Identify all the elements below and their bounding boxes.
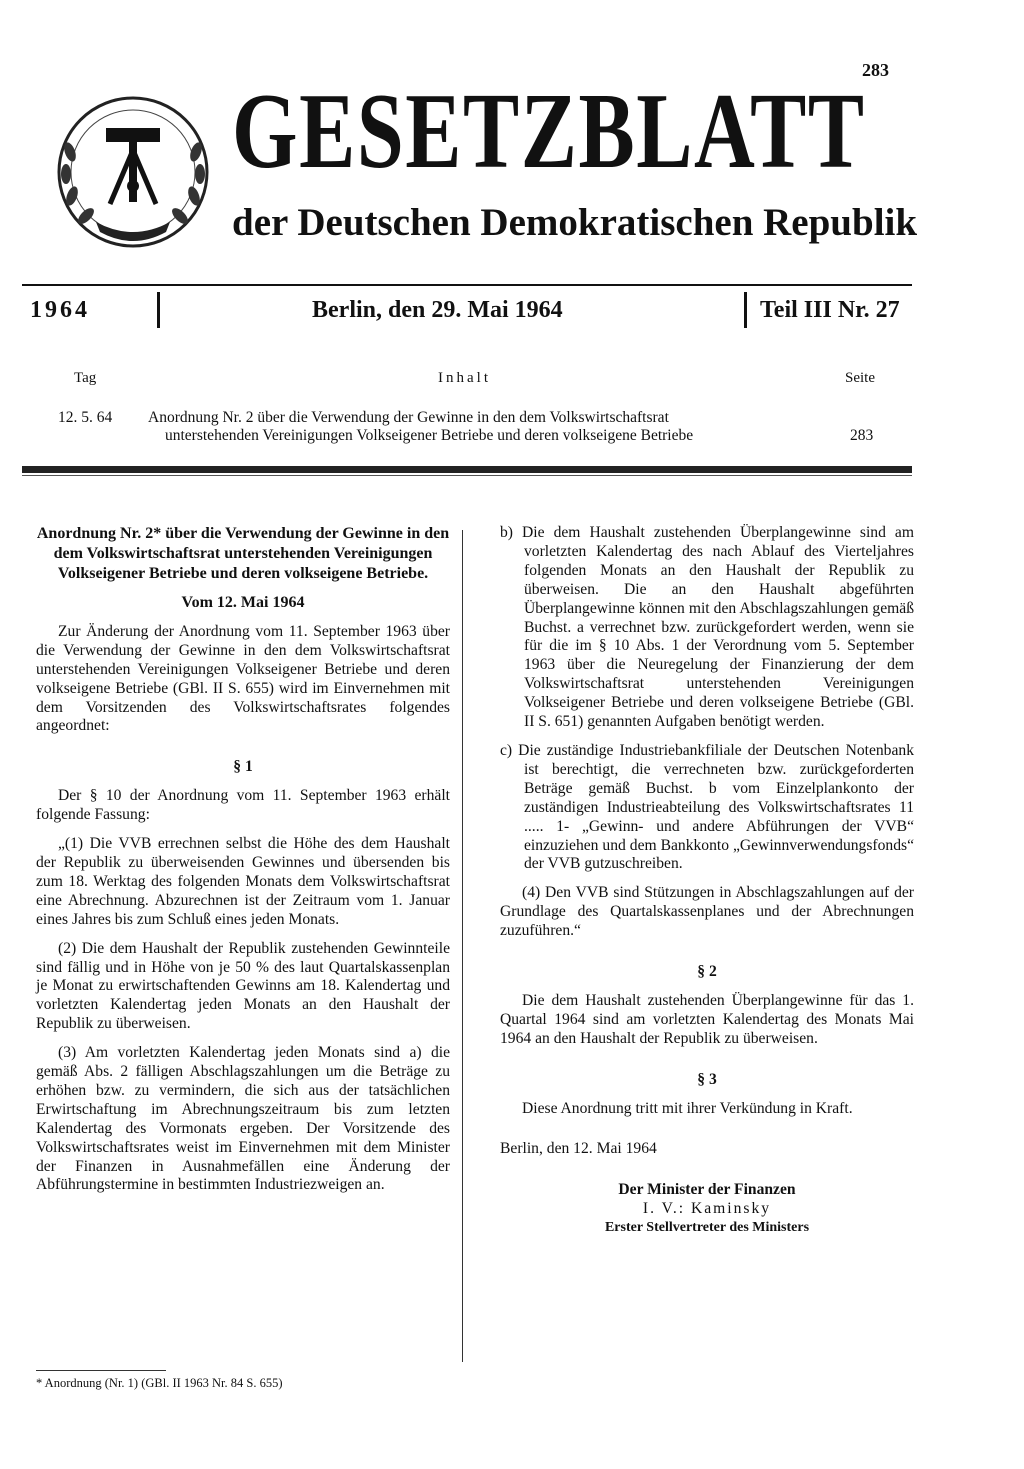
section-text: Die dem Haushalt zustehenden Überplangewinne für das 1. Quartal 1964 sind am vorletzten Kalendertag des Monats Mai 1964 an den Haushalt der Republik zu überweisen.	[500, 991, 914, 1047]
paragraph: (4) Den VVB sind Stützungen in Abschlagszahlungen auf der Grundlage des Quartalskassenplanes und der Abrechnungen zuzuführen.“	[500, 884, 914, 940]
issue-date: Berlin, den 29. Mai 1964	[312, 297, 563, 323]
paragraph: (2) Die dem Haushalt der Republik zustehenden Gewinnteile sind fällig und in Höhe von je 50 % des laut Quartalskassenplan je Monat zu erwirtschaftenden Gewinns am 18. Kalendertag und vorletzten Kalendertag jeden Monats an den Haushalt der Republik zu überweisen.	[36, 939, 450, 1033]
article-intro: Zur Änderung der Anordnung vom 11. September 1963 über die Verwendung der Gewinne in den dem Volkswirtschaftsrat unterstehenden Vereinigungen Volkseigener Betriebe und deren volkseigene Betriebe (GBl. II S. 655) wird im Einvernehmen mit dem Vorsitzenden des Volkswirtschaftsrates folgendes angeordnet:	[36, 622, 450, 735]
page-number: 283	[862, 60, 889, 80]
contents-rule	[22, 466, 912, 473]
signer-role: Erster Stellvertreter des Ministers	[604, 1220, 810, 1236]
contents-entry-title: Anordnung Nr. 2 über die Verwendung der Gewinne in den dem Volkswirtschaftsrat	[148, 409, 669, 426]
contents-entry-title: unterstehenden Vereinigungen Volkseigener Betriebe und deren volkseigene Betriebe	[165, 427, 694, 444]
contents-entry-date: 12. 5. 64	[58, 409, 113, 426]
contents-title-header: Inhalt	[438, 370, 491, 386]
header-rule	[22, 284, 912, 286]
section-text: Diese Anordnung tritt mit ihrer Verkündung in Kraft.	[522, 1099, 853, 1117]
paragraph: b) Die dem Haushalt zustehenden Überplangewinne sind am vorletzten Kalendertag des nach Ablauf des Vierteljahres folgenden Monats an den Haushalt der Republik zu überweisen. Die an den Haushalt abgeführten Überplangewinne können mit den Abschlagszahlungen gemäß Buchst. a verrechnet bzw. zurückgefordert werden, wenn sie für die im § 10 Abs. 1 der Verordnung vom 5. September 1963 über die Neuregelung der Finanzierung der dem Volkswirtschaftsrat unterstehenden Vereinigungen Volkseigener Betriebe und deren volkseigene Betriebe (GBl. II S. 651) genannten Aufgaben benötigt werden.	[500, 524, 914, 731]
header-divider	[744, 292, 747, 328]
left-column	[36, 524, 450, 1195]
right-column	[500, 524, 914, 1238]
footnote: * Anordnung (Nr. 1) (GBl. II 1963 Nr. 84 S. 655)	[36, 1376, 283, 1390]
signer-name: I. V.: Kaminsky	[642, 1200, 772, 1218]
signing-place-date: Berlin, den 12. Mai 1964	[500, 1140, 657, 1158]
contents-rule	[22, 475, 912, 476]
publication-subtitle: der Deutschen Demokratischen Republik	[232, 201, 918, 244]
section-heading: § 1	[233, 758, 253, 776]
footnote-rule	[36, 1370, 166, 1371]
section-heading: § 2	[697, 963, 717, 981]
header-divider	[157, 292, 160, 328]
section-text: Der § 10 der Anordnung vom 11. September 1963 erhält folgende Fassung:	[36, 787, 450, 824]
paragraph: „(1) Die VVB errechnen selbst die Höhe des dem Haushalt der Republik zu überweisenden Gewinnes und übersenden bis zum 18. Werktag des folgenden Monats dem Volkswirtschaftsrat eine Abrechnung. Abzurechnen ist der Zeitraum vom 1. Januar eines Jahres bis zum Schluß eines jeden Monats.	[36, 835, 450, 928]
signer-title: Der Minister der Finanzen	[618, 1181, 796, 1199]
paragraph: c) Die zuständige Industriebankfiliale der Deutschen Notenbank ist berechtigt, die verrechneten bzw. zurückgeforderten Beträge gemäß Buchst. b vom Einzelplankonto der zuständigen Industrieabteilung des Volkswirtschaftsrates 11 ..... 1- „Gewinn- und andere Abführungen der VVB“ einzuziehen und dem Bankkonto „Gewinnverwendungsfonds“ der VVB gutzuschreiben.	[500, 741, 914, 873]
column-divider	[462, 530, 463, 1362]
paragraph: (3) Am vorletzten Kalendertag jeden Monats sind a) die gemäß Abs. 2 fälligen Abschlagszahlungen um die Beträge zu erhöhen bzw. zu vermindern, die sich aus der tatsächlichen Erwirtschaftung im Abrechnungszeitraum bis zum letzten Kalendertag des Vormonats ergeben. Der Vorsitzende des Volkswirtschaftsrates weist im Einvernehmen mit dem Minister der Finanzen in Ausnahmefällen eine Änderung der Abführungstermine in bestimmten Industriezweigen an.	[36, 1044, 450, 1194]
issue-year: 1964	[30, 297, 90, 323]
contents-page-header: Seite	[845, 370, 875, 386]
section-heading: § 3	[697, 1070, 717, 1088]
article-date: Vom 12. Mai 1964	[181, 594, 305, 611]
publication-title: GESETZBLATT	[232, 72, 866, 191]
contents-day-header: Tag	[74, 370, 97, 386]
article-heading: Anordnung Nr. 2* über die Verwendung der Gewinne in den dem Volkswirtschaftsrat unterstehenden Vereinigungen Volkseigener Betriebe und deren volkseigene Betriebe.	[36, 525, 450, 582]
contents-entry-page: 283	[850, 427, 874, 444]
state-emblem-icon	[48, 92, 218, 252]
issue-part: Teil III Nr. 27	[760, 297, 900, 323]
